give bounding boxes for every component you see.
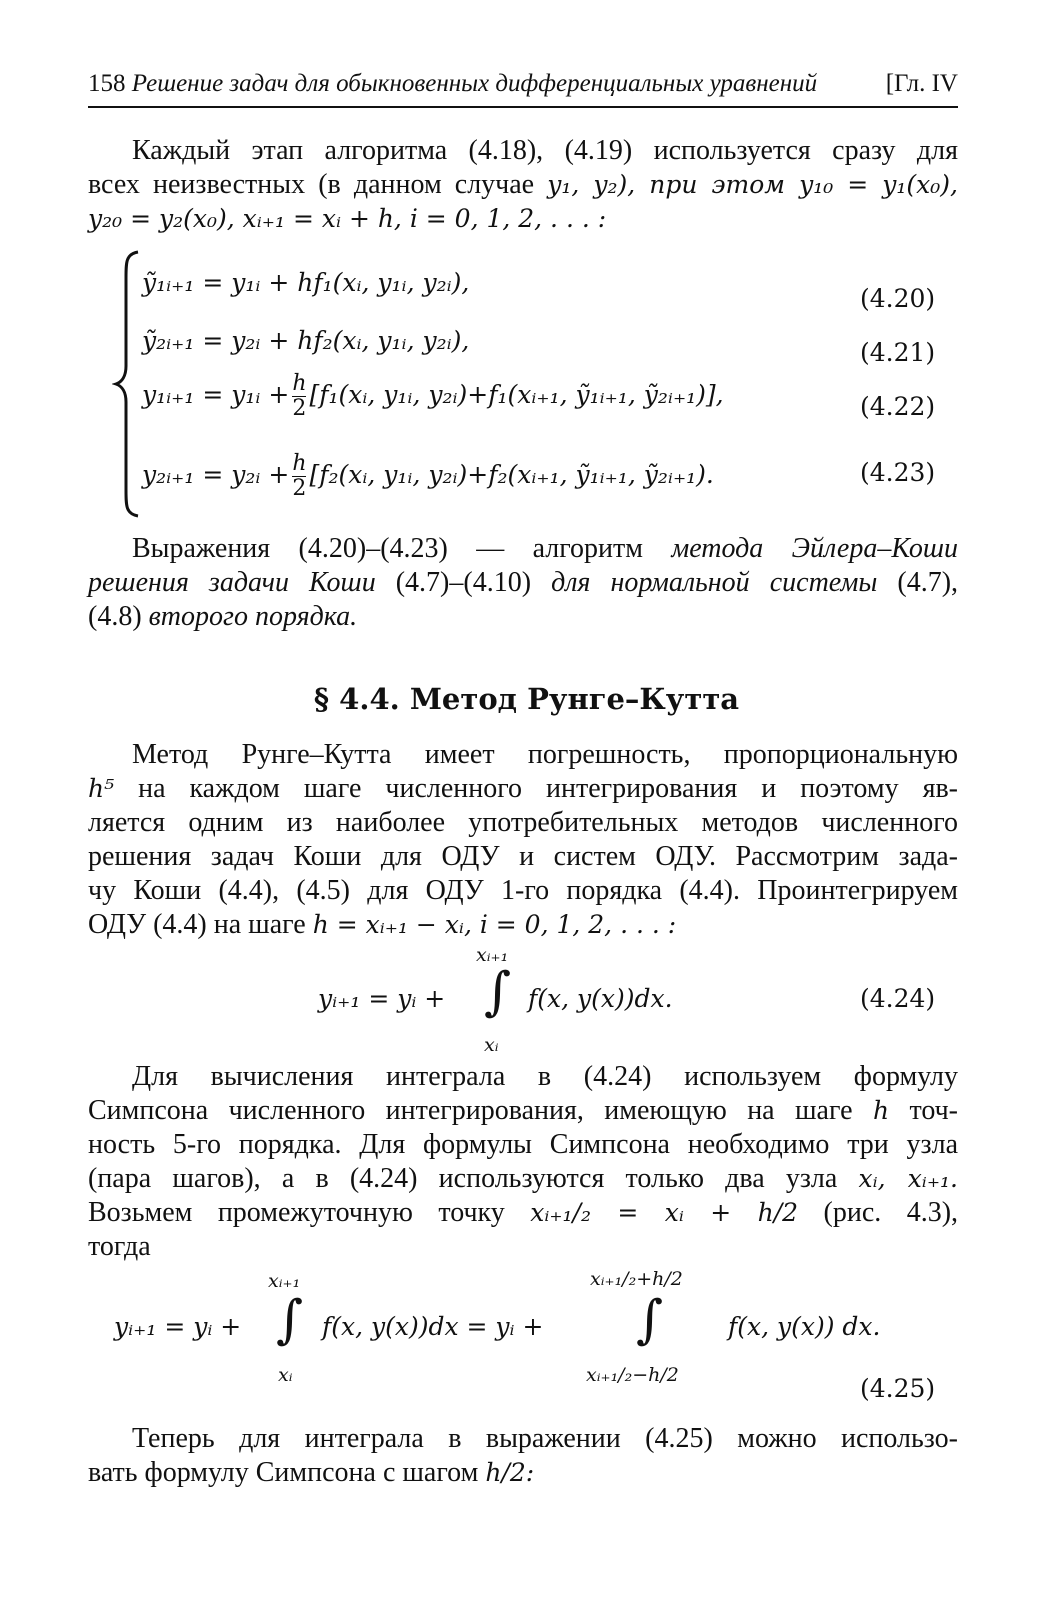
equation-number: (4.22): [860, 392, 936, 421]
text-line: h⁵ на каждом шаге численного интегрирования и поэтому яв-: [88, 773, 958, 804]
running-title: Решение задач для обыкновенных дифференциальных уравнений: [131, 70, 818, 97]
text-line: ОДУ (4.4) на шаге h = xᵢ₊₁ − xᵢ, i = 0, 1, 2, . . . :: [88, 909, 677, 940]
paragraph-1: [88, 134, 958, 236]
equation-4-24-integrand: f(x, y(x))dx.: [528, 984, 673, 1013]
equation-number: (4.20): [860, 284, 936, 313]
integral-upper-limit: xᵢ₊₁/₂+h/2: [590, 1268, 683, 1290]
equation-number: (4.23): [860, 458, 936, 487]
equation-4-21: ỹ₂ᵢ₊₁ = y₂ᵢ + hf₂(xᵢ, y₁ᵢ, y₂ᵢ),: [142, 326, 470, 355]
text-line: (пара шагов), а в (4.24) используются только два узла xᵢ, xᵢ₊₁.: [88, 1163, 958, 1194]
equation-4-25-integrand: f(x, y(x)) dx.: [728, 1312, 881, 1341]
text-line: Метод Рунге–Кутта имеет погрешность, пропорциональную: [132, 739, 958, 770]
text-line: Выражения (4.20)–(4.23) — алгоритм метода Эйлера–Коши: [132, 533, 958, 564]
equation-number: (4.25): [860, 1374, 936, 1403]
paragraph-3: [88, 738, 958, 942]
equation-4-24-left: yᵢ₊₁ = yᵢ +: [318, 984, 446, 1013]
integral-sign: ∫: [484, 962, 512, 1022]
integral-sign: ∫: [636, 1290, 664, 1350]
running-header: [88, 70, 958, 98]
integral-sign: ∫: [276, 1290, 304, 1350]
integral-lower-limit: xᵢ₊₁/₂−h/2: [586, 1364, 679, 1386]
text-line: Возьмем промежуточную точку xᵢ₊₁/₂ = xᵢ + h/2 (рис. 4.3),: [88, 1197, 959, 1228]
text-line: тогда: [88, 1231, 151, 1262]
equation-number: (4.24): [860, 984, 936, 1013]
paragraph-5: [88, 1422, 958, 1490]
equation-4-20: ỹ₁ᵢ₊₁ = y₁ᵢ + hf₁(xᵢ, y₁ᵢ, y₂ᵢ),: [142, 268, 470, 297]
header-rule: [88, 106, 958, 108]
text-line: чу Коши (4.4), (4.5) для ОДУ 1-го порядка (4.4). Проинтегрируем: [88, 875, 958, 906]
text-line: Каждый этап алгоритма (4.18), (4.19) используется сразу для: [132, 135, 958, 166]
equation-4-22: y₁ᵢ₊₁ = y₁ᵢ + $\frac{h}{2}$ [f₁(xᵢ, y₁ᵢ, y₂ᵢ)+f₁(xᵢ₊₁, ỹ₁ᵢ₊₁, ỹ₂ᵢ₊₁)],: [142, 371, 724, 421]
text-line: решения задачи Коши (4.7)–(4.10) для нормальной системы (4.7),: [88, 567, 959, 598]
paragraph-2: [88, 532, 958, 634]
integral-lower-limit: xᵢ: [278, 1364, 293, 1386]
chapter-marker: [Гл. IV: [885, 70, 958, 97]
integral-upper-limit: xᵢ₊₁: [268, 1270, 301, 1292]
text-line: ность 5-го порядка. Для формулы Симпсона необходимо три узла: [88, 1129, 958, 1160]
text-line: Симпсона численного интегрирования, имеющую на шаге h точ-: [88, 1095, 959, 1126]
text-line: Для вычисления интеграла в (4.24) используем формулу: [132, 1061, 958, 1092]
section-heading: § 4.4. Метод Рунге–Кутта: [313, 682, 740, 716]
text-line: всех неизвестных (в данном случае y₁, y₂), при этом y₁₀ = y₁(x₀),: [88, 169, 959, 200]
paragraph-4: [88, 1060, 958, 1264]
equation-number: (4.21): [860, 338, 936, 367]
text-line: вать формулу Симпсона с шагом h/2:: [88, 1457, 535, 1488]
integral-lower-limit: xᵢ: [484, 1034, 499, 1056]
text-line: ляется одним из наиболее употребительных методов численного: [88, 807, 958, 838]
integral-upper-limit: xᵢ₊₁: [476, 944, 509, 966]
equation-4-23: y₂ᵢ₊₁ = y₂ᵢ + $\frac{h}{2}$ [f₂(xᵢ, y₁ᵢ, y₂ᵢ)+f₂(xᵢ₊₁, ỹ₁ᵢ₊₁, ỹ₂ᵢ₊₁).: [142, 451, 714, 501]
equation-4-25-middle: f(x, y(x))dx = yᵢ +: [322, 1312, 544, 1341]
text-line: y₂₀ = y₂(x₀), xᵢ₊₁ = xᵢ + h, i = 0, 1, 2, . . . :: [88, 204, 607, 233]
text-line: Теперь для интеграла в выражении (4.25) можно использо-: [132, 1423, 958, 1454]
text-line: решения задач Коши для ОДУ и систем ОДУ. Рассмотрим зада-: [88, 841, 958, 872]
page-number: 158: [88, 70, 126, 97]
left-brace: [112, 248, 142, 520]
equation-4-25-left: yᵢ₊₁ = yᵢ +: [114, 1312, 242, 1341]
text-line: (4.8) второго порядка.: [88, 601, 358, 632]
